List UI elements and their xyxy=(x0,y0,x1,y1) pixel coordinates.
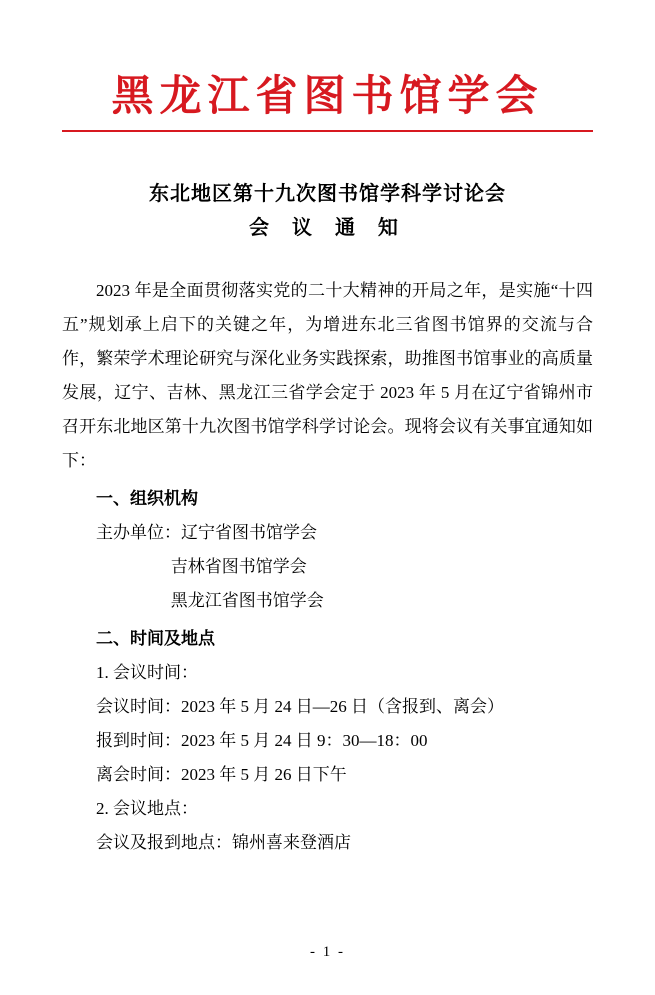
document-page xyxy=(0,72,655,995)
time-place-line-5: 2. 会议地点： xyxy=(96,799,198,819)
document-title: 东北地区第十九次图书馆学科学讨论会 xyxy=(149,181,506,206)
letterhead-title: 黑龙江省图书馆学会 xyxy=(111,71,544,120)
document-subtitle: 会 议 通 知 xyxy=(249,215,406,240)
time-place-line-3: 报到时间：2023 年 5 月 24 日 9：30—18：00 xyxy=(96,731,428,751)
opening-paragraph: 2023 年是全面贯彻落实党的二十大精神的开局之年，是实施“十四五”规划承上启下的关键之年，为增进东北三省图书馆界的交流与合作，繁荣学术理论研究与深化业务实践探索，助推图书馆事业的高质量发展，辽宁、吉林、黑龙江三省学会定于 2023 年 5 月在辽宁省锦州市召开东北地区第十九次图书馆学科学讨论会。现将会议有关事宜通知如下： xyxy=(62,281,593,471)
section-heading-organizers: 一、组织机构 xyxy=(96,489,198,510)
organizer-line-1: 主办单位：辽宁省图书馆学会 xyxy=(96,523,317,543)
time-place-line-4: 离会时间：2023 年 5 月 26 日下午 xyxy=(96,765,347,785)
time-place-line-2: 会议时间：2023 年 5 月 24 日—26 日（含报到、离会） xyxy=(96,697,504,717)
page-number: - 1 - xyxy=(310,944,345,960)
letterhead-divider xyxy=(62,130,593,132)
letterhead xyxy=(62,72,593,132)
organizer-line-2: 吉林省图书馆学会 xyxy=(170,557,307,577)
organizer-line-3: 黑龙江省图书馆学会 xyxy=(170,591,324,611)
document-body xyxy=(62,274,593,860)
time-place-line-1: 1. 会议时间： xyxy=(96,663,198,683)
time-place-line-6: 会议及报到地点：锦州喜来登酒店 xyxy=(96,833,351,853)
section-heading-time-place: 二、时间及地点 xyxy=(96,629,215,650)
